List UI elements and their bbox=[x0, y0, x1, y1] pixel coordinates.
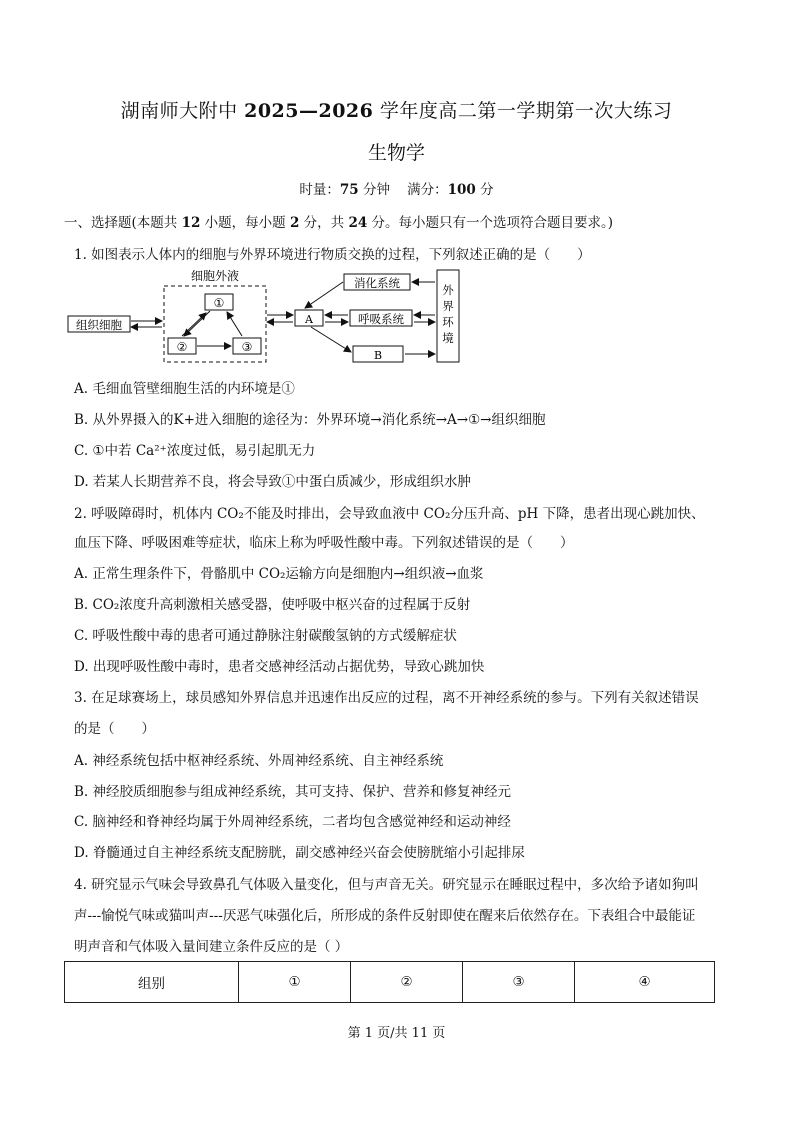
table-col-3: ③ bbox=[463, 962, 575, 1003]
q4-table bbox=[64, 961, 715, 1003]
q1-stem: 1. 如图表示人体内的细胞与外界环境进行物质交换的过程，下列叙述正确的是（ ） bbox=[74, 247, 591, 263]
q2-option-b: B. CO₂浓度升高刺激相关感受器，使呼吸中枢兴奋的过程属于反射 bbox=[74, 597, 471, 613]
q3-option-a: A. 神经系统包括中枢神经系统、外周神经系统、自主神经系统 bbox=[74, 753, 444, 769]
table-header-cell: 组别 bbox=[65, 962, 239, 1003]
node-3-label: ③ bbox=[241, 340, 253, 354]
env-char-2: 界 bbox=[442, 299, 454, 313]
env-char-1: 外 bbox=[442, 283, 454, 297]
table-col-1: ① bbox=[239, 962, 351, 1003]
node-1-label: ① bbox=[213, 296, 225, 310]
q2-option-c: C. 呼吸性酸中毒的患者可通过静脉注射碳酸氢钠的方式缓解症状 bbox=[74, 628, 457, 644]
q4-stem-line1: 4. 研究显示气味会导致鼻孔气体吸入量变化，但与声音无关。研究显示在睡眠过程中，多次给予诸如狗叫 bbox=[74, 877, 699, 893]
page-footer: 第 1 页/共 11 页 bbox=[347, 1026, 446, 1041]
table-col-4: ④ bbox=[575, 962, 715, 1003]
q1-option-d: D. 若某人长期营养不良，将会导致①中蛋白质减少，形成组织水肿 bbox=[74, 474, 471, 490]
exam-meta: 时量：75 分钟 满分：100 分 bbox=[299, 182, 494, 198]
node-2-label: ② bbox=[176, 340, 188, 354]
q3-stem-line2: 的是（ ） bbox=[74, 721, 155, 737]
q1-diagram bbox=[64, 266, 474, 370]
q1-option-b: B. 从外界摄入的K+进入细胞的途径为：外界环境→消化系统→A→①→组织细胞 bbox=[74, 412, 546, 428]
q4-stem-line3: 明声音和气体吸入量间建立条件反应的是（ ） bbox=[74, 939, 349, 955]
q2-stem-line2: 血压下降、呼吸困难等症状，临床上称为呼吸性酸中毒。下列叙述错误的是（ ） bbox=[74, 535, 574, 551]
q1-option-c: C. ①中若 Ca²⁺浓度过低，易引起肌无力 bbox=[74, 443, 316, 459]
q2-option-a: A. 正常生理条件下，骨骼肌中 CO₂运输方向是细胞内→组织液→血浆 bbox=[74, 566, 484, 582]
q3-stem-line1: 3. 在足球赛场上，球员感知外界信息并迅速作出反应的过程，离不开神经系统的参与。下列有关叙述错误 bbox=[74, 690, 699, 706]
q3-option-c: C. 脑神经和脊神经均属于外周神经系统，二者均包含感觉神经和运动神经 bbox=[74, 814, 511, 830]
q4-stem-line2: 声---愉悦气味或猫叫声---厌恶气味强化后，所形成的条件反射即使在醒来后依然存在。下表组合中最能证 bbox=[74, 908, 696, 924]
env-char-4: 境 bbox=[442, 331, 454, 345]
respiratory-label: 呼吸系统 bbox=[358, 312, 404, 326]
a-label: A bbox=[305, 313, 313, 326]
subject-title: 生物学 bbox=[367, 142, 425, 164]
exam-title: 湖南师大附中 2025—2026 学年度高二第一学期第一次大练习 bbox=[120, 100, 673, 122]
q3-option-b: B. 神经胶质细胞参与组成神经系统，其可支持、保护、营养和修复神经元 bbox=[74, 784, 512, 800]
section-heading: 一、选择题(本题共 12 小题，每小题 2 分，共 24 分。每小题只有一个选项符合题目要求。) bbox=[64, 215, 614, 231]
table-col-2: ② bbox=[351, 962, 463, 1003]
q2-stem-line1: 2. 呼吸障碍时，机体内 CO₂不能及时排出，会导致血液中 CO₂分压升高、pH 下降，患者出现心跳加快、 bbox=[74, 506, 705, 522]
q1-option-a: A. 毛细血管壁细胞生活的内环境是① bbox=[74, 381, 295, 397]
tissue-cell-label: 组织细胞 bbox=[76, 318, 122, 332]
b-label: B bbox=[373, 349, 383, 362]
env-char-3: 环 bbox=[442, 315, 454, 329]
digestive-label: 消化系统 bbox=[354, 276, 400, 290]
q3-option-d: D. 脊髓通过自主神经系统支配膀胱，副交感神经兴奋会使膀胱缩小引起排尿 bbox=[74, 845, 525, 861]
table-row bbox=[65, 962, 715, 1003]
extracellular-label: 细胞外液 bbox=[190, 269, 240, 283]
q2-option-d: D. 出现呼吸性酸中毒时，患者交感神经活动占据优势，导致心跳加快 bbox=[74, 659, 485, 675]
